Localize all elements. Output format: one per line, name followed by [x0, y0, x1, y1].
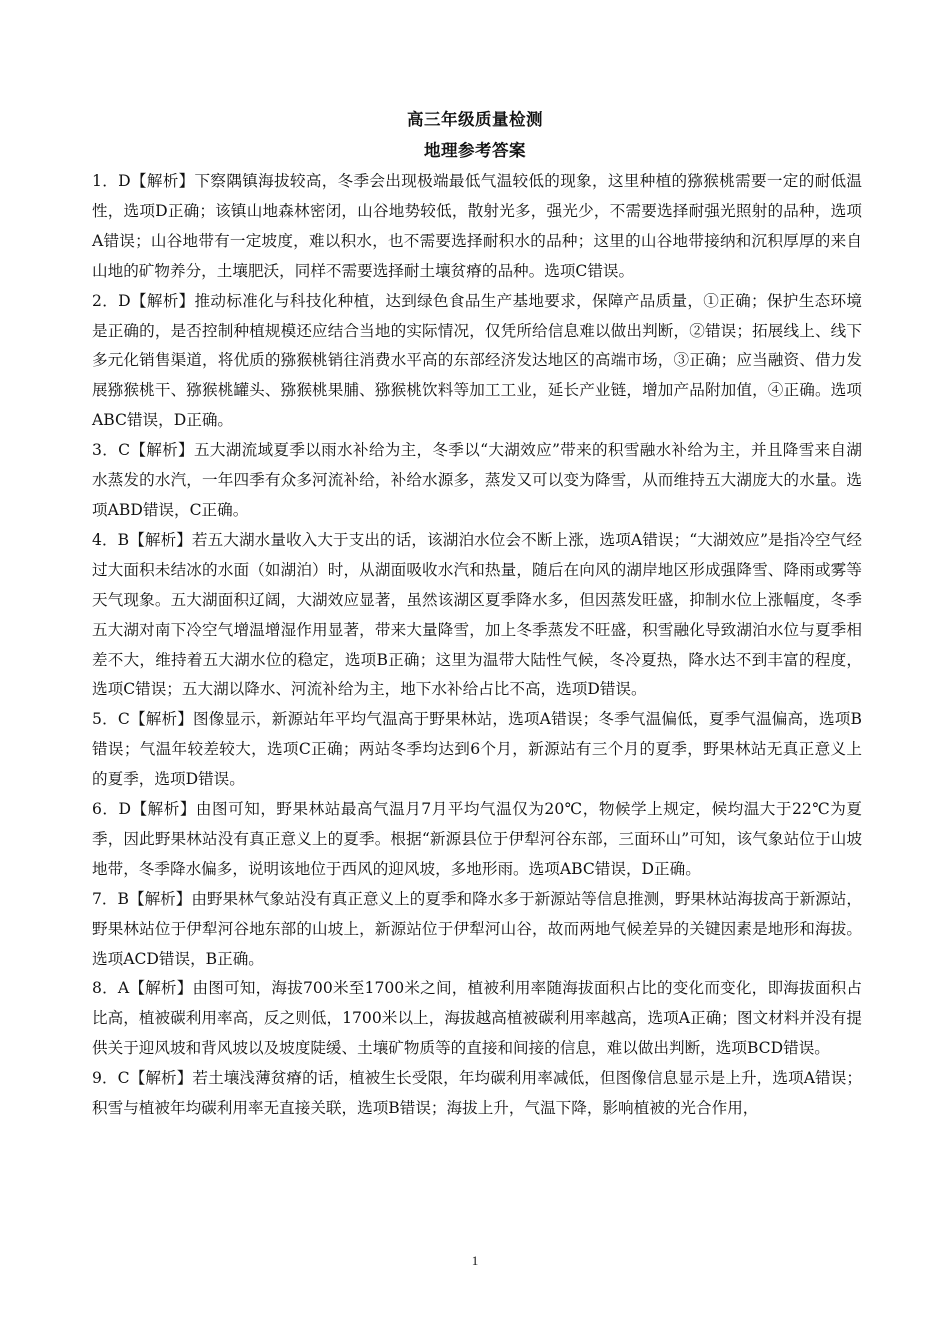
answer-item-1: 1．D【解析】下察隅镇海拔较高，冬季会出现极端最低气温较低的现象，这里种植的猕猴桃需要一定的耐低温性，选项D正确；该镇山地森林密闭，山谷地势较低，散射光多，强光少，不需要选择耐强光照射的品种，选项A错误；山谷地带有一定坡度，难以积水，也不需要选择耐积水的品种；这里的山谷地带接纳和沉积厚厚的来自山地的矿物养分，土壤肥沃，同样不需要选择耐土壤贫瘠的品种。选项C错误。: [92, 172, 862, 280]
answer-item-7: 7．B【解析】由野果林气象站没有真正意义上的夏季和降水多于新源站等信息推测，野果林站海拔高于新源站，野果林站位于伊犁河谷地东部的山坡上，新源站位于伊犁河山谷，故而两地气候差异的关键因素是地形和海拔。选项ACD错误，B正确。: [92, 889, 862, 968]
document-title: 高三年级质量检测: [407, 110, 543, 129]
answer-item-4: 4．B【解析】若五大湖水量收入大于支出的话，该湖泊水位会不断上涨，选项A错误；“大湖效应”是指冷空气经过大面积未结冰的水面（如湖泊）时，从湖面吸收水汽和热量，随后在向风的湖岸地区形成强降雪、降雨或雾等天气现象。五大湖面积辽阔，大湖效应显著，虽然该湖区夏季降水多，但因蒸发旺盛，抑制水位上涨幅度，冬季五大湖对南下冷空气增温增湿作用显著，带来大量降雪，加上冬季蒸发不旺盛，积雪融化导致湖泊水位与夏季相差不大，维持着五大湖水位的稳定，选项B正确；这里为温带大陆性气候，冬冷夏热，降水达不到丰富的程度，选项C错误；五大湖以降水、河流补给为主，地下水补给占比不高，选项D错误。: [92, 530, 862, 699]
page-number: 1: [471, 1253, 479, 1268]
document-subtitle: 地理参考答案: [424, 141, 526, 160]
answer-item-9: 9．C【解析】若土壤浅薄贫瘠的话，植被生长受限，年均碳利用率减低，但图像信息显示是上升，选项A错误；积雪与植被年均碳利用率无直接关联，选项B错误；海拔上升，气温下降，影响植被的光合作用，: [92, 1069, 862, 1118]
answer-item-3: 3．C【解析】五大湖流域夏季以雨水补给为主，冬季以“大湖效应”带来的积雪融水补给为主，并且降雪来自湖水蒸发的水汽，一年四季有众多河流补给，补给水源多，蒸发又可以变为降雪，从而维持五大湖庞大的水量。选项ABD错误，C正确。: [92, 441, 862, 519]
answer-item-5: 5．C【解析】图像显示，新源站年平均气温高于野果林站，选项A错误；冬季气温偏低，夏季气温偏高，选项B错误；气温年较差较大，选项C正确；两站冬季均达到6个月，新源站有三个月的夏季，野果林站无真正意义上的夏季，选项D错误。: [92, 710, 862, 789]
answer-list: [92, 167, 862, 1124]
answer-item-6: 6．D【解析】由图可知，野果林站最高气温月7月平均气温仅为20℃，物候学上规定，候均温大于22℃为夏季，因此野果林站没有真正意义上的夏季。根据“新源县位于伊犁河谷东部，三面环山”可知，该气象站位于山坡地带，冬季降水偏多，说明该地位于西风的迎风坡，多地形雨。选项ABC错误，D正确。: [92, 800, 862, 878]
answer-item-2: 2．D【解析】推动标准化与科技化种植，达到绿色食品生产基地要求，保障产品质量，①正确；保护生态环境是正确的，是否控制种植规模还应结合当地的实际情况，仅凭所给信息难以做出判断，②错误；拓展线上、线下多元化销售渠道，将优质的猕猴桃销往消费水平高的东部经济发达地区的高端市场，③正确；应当融资、借力发展猕猴桃干、猕猴桃罐头、猕猴桃果脯、猕猴桃饮料等加工工业，延长产业链，增加产品附加值，④正确。选项ABC错误，D正确。: [92, 291, 862, 430]
answer-item-8: 8．A【解析】由图可知，海拔700米至1700米之间，植被利用率随海拔面积占比的变化而变化，即海拔面积占比高，植被碳利用率高，反之则低，1700米以上，海拔越高植被碳利用率越高，选项A正确；图文材料并没有提供关于迎风坡和背风坡以及坡度陡缓、土壤矿物质等的直接和间接的信息，难以做出判断，选项BCD错误。: [92, 979, 862, 1058]
